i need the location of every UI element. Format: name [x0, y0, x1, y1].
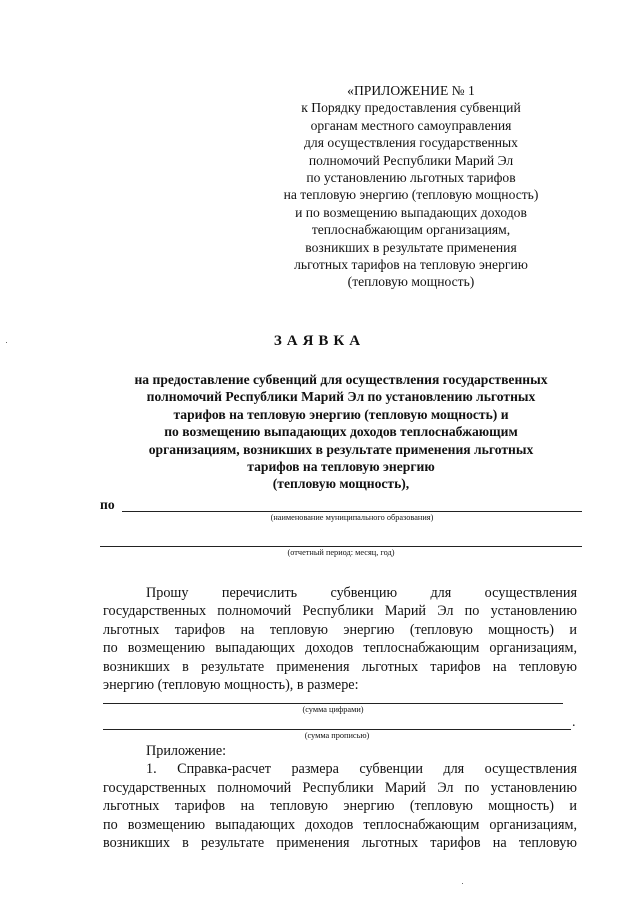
appendix-line: и по возмещению выпадающих доходов [295, 204, 527, 220]
appendix-line: на тепловую энергию (тепловую мощность) [283, 187, 539, 203]
document-title: ЗАЯВКА [273, 333, 366, 349]
attachment-section [103, 742, 577, 852]
municipality-caption: (наименование муниципального образования) [270, 513, 434, 522]
attachment-line: 1. Справка-расчет размера субвенции для осуществления [146, 761, 577, 778]
amount-words-end: . [572, 715, 576, 730]
amount-words-caption: (сумма прописью) [304, 731, 370, 740]
appendix-line: возникших в результате применения [305, 239, 517, 255]
appendix-line: «ПРИЛОЖЕНИЕ № 1 [347, 83, 475, 98]
request-line: энергию (тепловую мощность), в размере: [103, 677, 359, 694]
period-caption: (отчетный период: месяц, год) [287, 548, 395, 557]
period-field [100, 532, 582, 560]
attachment-line: государственных полномочий Республики Марий Эл по установлению [103, 779, 577, 796]
appendix-line: по установлению льготных тарифов [306, 170, 516, 186]
subtitle-line: на предоставление субвенций для осуществления государственных [134, 372, 548, 387]
request-line: государственных полномочий Республики Марий Эл по установлению [103, 603, 577, 620]
municipality-blank[interactable] [122, 511, 582, 512]
period-blank[interactable] [100, 546, 582, 547]
subtitle-line: (тепловую мощность), [272, 476, 410, 492]
municipality-field [100, 497, 582, 527]
subtitle-line: полномочий Республики Марий Эл по установлению льготных [146, 389, 536, 405]
request-line: по возмещению выпадающих доходов теплоснабжающим организациям, [103, 640, 577, 657]
appendix-line: льготных тарифов на тепловую энергию [294, 257, 528, 273]
appendix-line: для осуществления государственных [304, 135, 518, 151]
amount-digits-field [103, 691, 573, 715]
subtitle-line: по возмещению выпадающих доходов теплоснабжающим [164, 424, 518, 440]
subtitle-line: тарифов на тепловую энергию [247, 459, 435, 475]
request-line: Прошу перечислить субвенцию для осуществления [146, 585, 577, 601]
amount-words-blank[interactable] [103, 729, 571, 730]
amount-digits-caption: (сумма цифрами) [302, 705, 364, 714]
attachment-line: льготных тарифов на тепловую энергию (тепловую мощность) и [103, 798, 577, 815]
appendix-header [236, 82, 586, 291]
attachment-heading: Приложение: [146, 743, 227, 759]
document-subtitle [96, 371, 586, 493]
appendix-line: теплоснабжающим организациям, [311, 222, 511, 238]
amount-words-field [103, 717, 579, 743]
amount-digits-blank[interactable] [103, 703, 563, 704]
scan-speck [462, 883, 463, 884]
subtitle-line: тарифов на тепловую энергию (тепловую мощность) и [173, 406, 509, 422]
subtitle-line: организациям, возникших в результате применения льготных [148, 441, 534, 457]
municipality-prefix: по [100, 497, 115, 512]
appendix-line: (тепловую мощность) [347, 274, 475, 290]
appendix-line: органам местного самоуправления [310, 117, 512, 133]
attachment-line: по возмещению выпадающих доходов теплоснабжающим организациям, [103, 816, 577, 833]
request-line: льготных тарифов на тепловую энергию (тепловую мощность) и [103, 621, 577, 638]
request-paragraph [103, 584, 577, 694]
appendix-line: полномочий Республики Марий Эл [308, 152, 514, 168]
request-line: возникших в результате применения льготных тарифов на тепловую [103, 658, 577, 675]
attachment-line: возникших в результате применения льготных тарифов на тепловую [103, 835, 577, 852]
appendix-line: к Порядку предоставления субвенций [301, 100, 521, 116]
